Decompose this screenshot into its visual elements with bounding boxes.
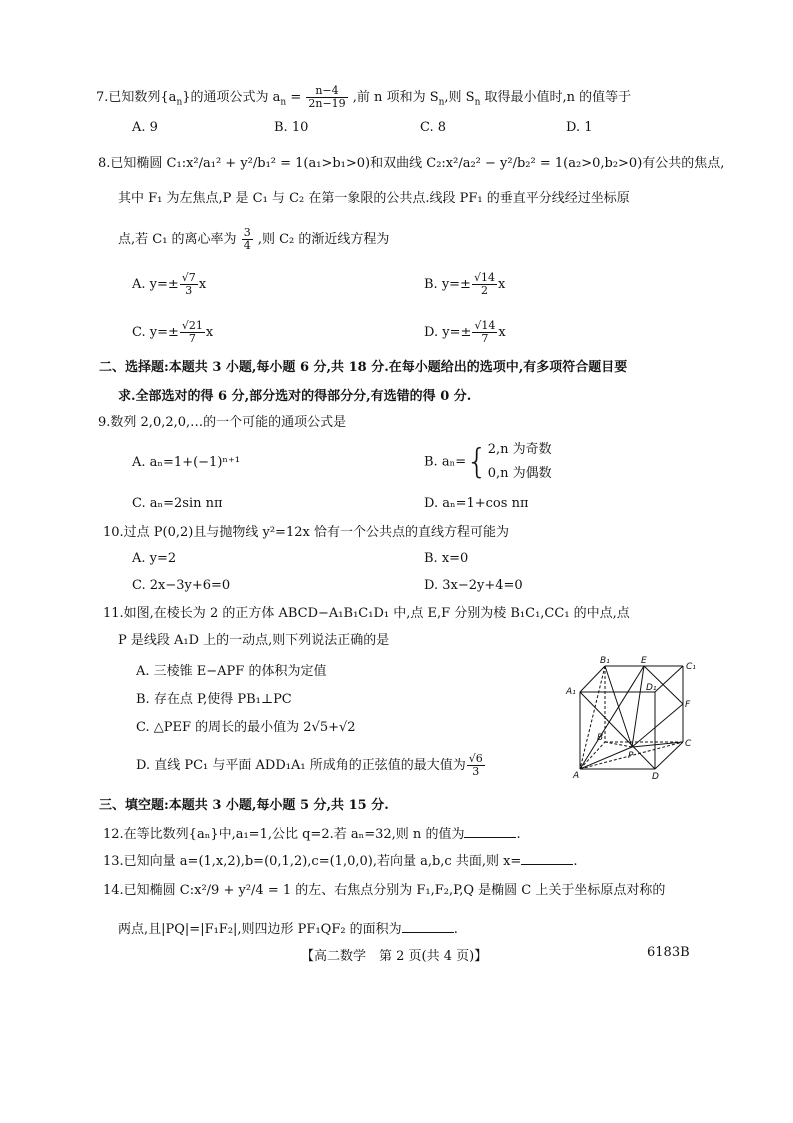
- q11-option-a: A. 三棱锥 E−APF 的体积为定值: [136, 664, 327, 679]
- q10-option-c: C. 2x−3y+6=0: [132, 578, 231, 593]
- q10-stem: 10.过点 P(0,2)且与抛物线 y²=12x 恰有一个公共点的直线方程可能为: [103, 525, 509, 540]
- q10-option-a: A. y=2: [132, 551, 177, 566]
- q9-option-b: B. aₙ={ 2,n 为奇数 0,n 为偶数: [424, 442, 552, 482]
- brace-icon: {: [466, 442, 488, 482]
- q11-line1: 11.如图,在棱长为 2 的正方体 ABCD−A₁B₁C₁D₁ 中,点 E,F 分别为棱 B₁C₁,CC₁ 的中点,点: [103, 606, 630, 621]
- page-footer-code: 6183B: [647, 945, 690, 960]
- q8-line2: 其中 F₁ 为左焦点,P 是 C₁ 与 C₂ 在第一象限的公共点.线段 PF₁ 的垂直平分线经过坐标原: [118, 191, 630, 206]
- label-B: B: [597, 733, 604, 743]
- page-footer-label: 【高二数学 第 2 页(共 4 页)】: [301, 949, 488, 964]
- cube-figure: [560, 652, 710, 782]
- q8-option-d: D. y=± $\frac{√14}{7}$ x: [424, 319, 506, 345]
- section3-title: 三、填空题:本题共 3 小题,每小题 5 分,共 15 分.: [99, 798, 389, 813]
- label-P: P: [628, 751, 634, 761]
- answer-blank[interactable]: [402, 918, 454, 933]
- section2-line2: 求.全部选对的得 6 分,部分选对的得部分分,有选错的得 0 分.: [118, 389, 472, 404]
- q13-stem: 13.已知向量 a=(1,x,2),b=(0,1,2),c=(1,0,0),若向量 a,b,c 共面,则 x= .: [103, 850, 577, 871]
- label-B1: B₁: [600, 656, 610, 666]
- q7-option-b: B. 10: [274, 120, 309, 135]
- q9-option-a: A. aₙ=1+(−1)ⁿ⁺¹: [132, 455, 241, 470]
- q8-option-c: C. y=± $\frac{√21}{7}$ x: [132, 319, 214, 345]
- q11-option-b: B. 存在点 P,使得 PB₁⊥PC: [136, 692, 292, 707]
- q7-option-c: C. 8: [420, 120, 447, 135]
- q10-option-d: D. 3x−2y+4=0: [424, 578, 523, 593]
- q11-option-c: C. △PEF 的周长的最小值为 2√5+√2: [136, 720, 356, 735]
- q8-option-a: A. y=± $\frac{√7}{3}$ x: [132, 271, 207, 297]
- q11-line2: P 是线段 A₁D 上的一动点,则下列说法正确的是: [118, 633, 390, 648]
- q9-option-c: C. aₙ=2sin nπ: [132, 496, 223, 511]
- section2-line1: 二、选择题:本题共 3 小题,每小题 6 分,共 18 分.在每小题给出的选项中,有多项符合题目要: [99, 360, 628, 375]
- label-D1: D₁: [646, 683, 657, 693]
- q8-line3: 点,若 C₁ 的离心率为 $\frac{3}{4}$ ,则 C₂ 的渐近线方程为: [118, 226, 390, 252]
- q8-option-b: B. y=± $\frac{√14}{2}$ x: [424, 271, 506, 297]
- answer-blank[interactable]: [464, 823, 516, 838]
- label-D: D: [652, 772, 659, 782]
- label-C1: C₁: [686, 662, 696, 672]
- q9-option-d: D. aₙ=1+cos nπ: [424, 496, 529, 511]
- q9-stem: 9.数列 2,0,2,0,…的一个可能的通项公式是: [98, 415, 347, 430]
- q12-stem: 12.在等比数列{aₙ}中,a₁=1,公比 q=2.若 aₙ=32,则 n 的值为 .: [103, 823, 521, 844]
- answer-blank[interactable]: [521, 850, 573, 865]
- label-A: A: [573, 771, 580, 781]
- label-E: E: [641, 656, 647, 666]
- q8-line1: 8.已知椭圆 C₁:x²/a₁² + y²/b₁² = 1(a₁>b₁>0)和双曲线 C₂:x²/a₂² − y²/b₂² = 1(a₂>0,b₂>0)有公共的焦点,: [98, 156, 725, 171]
- q14-line1: 14.已知椭圆 C:x²/9 + y²/4 = 1 的左、右焦点分别为 F₁,F₂,P,Q 是椭圆 C 上关于坐标原点对称的: [103, 883, 666, 898]
- label-C: C: [685, 739, 692, 749]
- label-A1: A₁: [566, 687, 576, 697]
- q7-stem: 7.已知数列$\{a_n\}$的通项公式为 $a_n$ = $\frac{n-4}{2n-19}$ ,前 n 项和为 $S_n$,则 $S_n$ 取得最小值时,n 的值等于: [96, 84, 632, 110]
- q11-option-d: D. 直线 PC₁ 与平面 ADD₁A₁ 所成角的正弦值的最大值为 $\frac{√6}{3}$: [136, 752, 483, 778]
- q7-option-a: A. 9: [132, 120, 158, 135]
- q10-option-b: B. x=0: [424, 551, 469, 566]
- label-F: F: [685, 700, 691, 710]
- q7-fraction: $\frac{n-4}{2n-19}$: [308, 84, 346, 110]
- q14-line2: 两点,且|PQ|=|F₁F₂|,则四边形 PF₁QF₂ 的面积为 .: [118, 918, 458, 939]
- q7-option-d: D. 1: [566, 120, 593, 135]
